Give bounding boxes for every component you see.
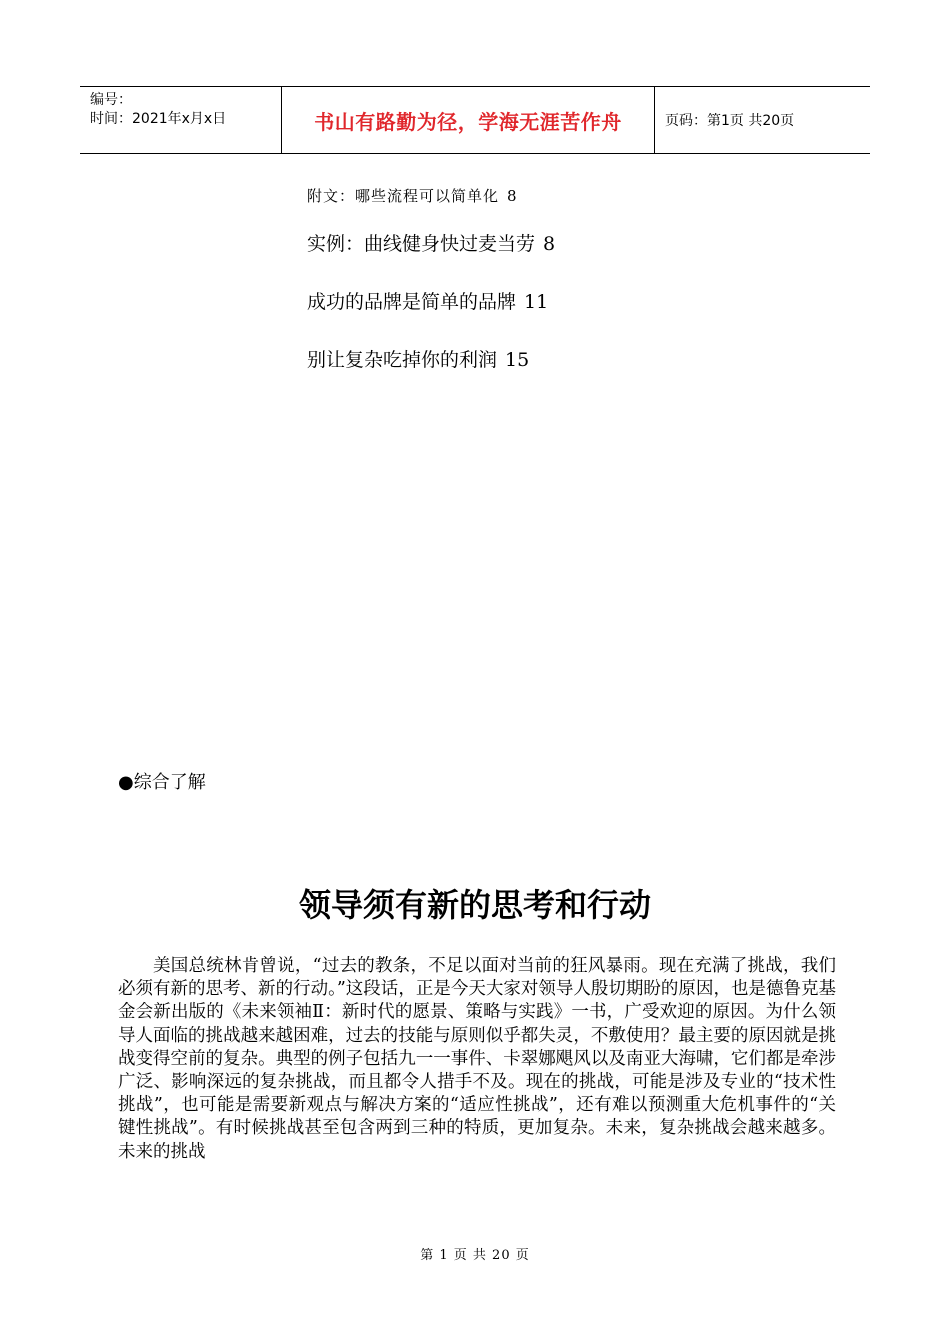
toc-entry-page: 8 <box>543 233 556 255</box>
toc-entry[interactable] <box>307 182 555 210</box>
toc-entry[interactable] <box>307 224 555 264</box>
toc-entry-label: 别让复杂吃掉你的利润 <box>307 349 498 371</box>
header-meta <box>80 87 281 153</box>
table-of-contents <box>307 182 555 380</box>
document-number-label: 编号： <box>90 92 132 108</box>
header-page-info: 页码：第1页 共20页 <box>665 113 795 129</box>
toc-entry-page: 8 <box>507 187 518 205</box>
header-motto-cell <box>281 87 655 153</box>
toc-entry-page: 11 <box>524 291 549 313</box>
page-header <box>80 86 870 154</box>
toc-entry-label: 成功的品牌是简单的品牌 <box>307 291 517 313</box>
article-title: 领导须有新的思考和行动 <box>298 886 651 924</box>
toc-entry-page: 15 <box>505 349 530 371</box>
toc-entry[interactable] <box>307 282 555 322</box>
header-page-info-cell <box>655 87 870 153</box>
document-time: 时间：2021年x月x日 <box>90 111 227 127</box>
toc-entry-label: 附文：哪些流程可以简单化 <box>307 187 500 205</box>
section-label: ●综合了解 <box>118 772 206 793</box>
header-motto: 书山有路勤为径，学海无涯苦作舟 <box>314 109 622 134</box>
toc-entry[interactable] <box>307 340 555 380</box>
toc-entry-label: 实例：曲线健身快过麦当劳 <box>307 233 536 255</box>
article-body: 美国总统林肯曾说，“过去的教条，不足以面对当前的狂风暴雨。现在充满了挑战，我们必须有新的思考、新的行动。”这段话，正是今天大家对领导人殷切期盼的原因，也是德鲁克基金会新出版的《未来领袖Ⅱ：新时代的愿景、策略与实践》一书，广受欢迎的原因。为什么领导人面临的挑战越来越困难，过去的技能与原则似乎都失灵，不敷使用？最主要的原因就是挑战变得空前的复杂。典型的例子包括九一一事件、卡翠娜飓风以及南亚大海啸，它们都是牵涉广泛、影响深远的复杂挑战，而且都令人措手不及。现在的挑战，可能是涉及专业的“技术性挑战”，也可能是需要新观点与解决方案的“适应性挑战”，还有难以预测重大危机事件的“关键性挑战”。有时候挑战甚至包含两到三种的特质，更加复杂。未来，复杂挑战会越来越多。未来的挑战 <box>118 956 836 1162</box>
page-footer: 第 1 页 共 20 页 <box>420 1248 530 1263</box>
